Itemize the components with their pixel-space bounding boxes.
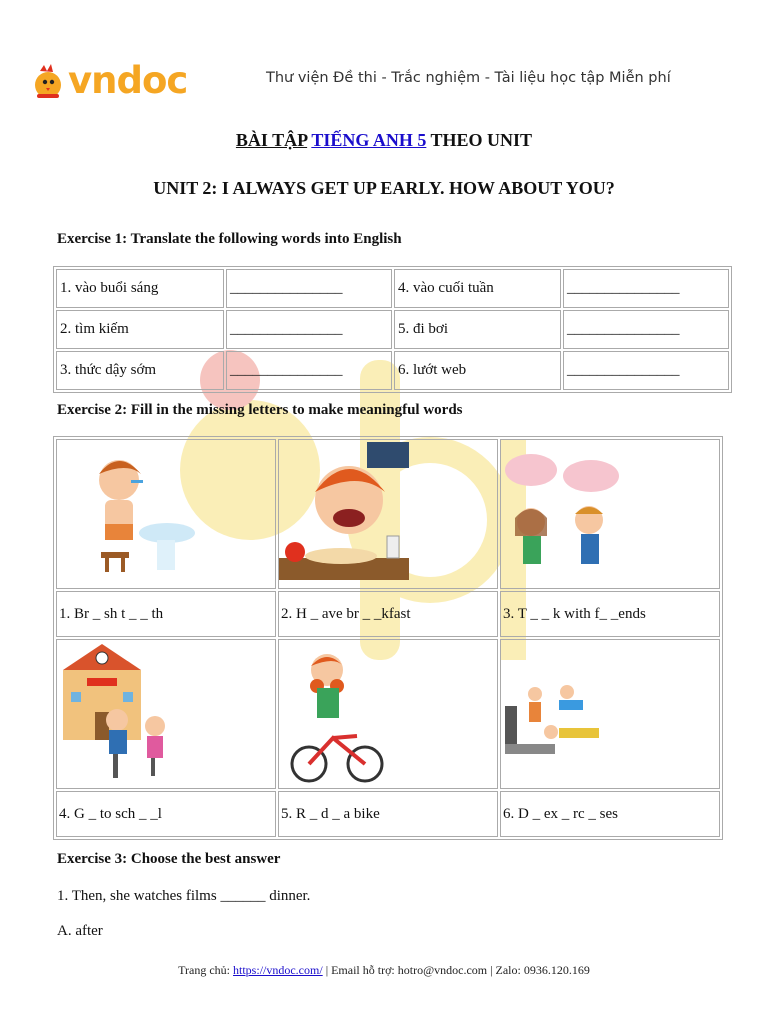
vndoc-logo[interactable]: [28, 58, 187, 104]
table-row: [56, 791, 720, 837]
table-row: [56, 639, 720, 789]
answer-blank[interactable]: _______________: [226, 269, 392, 308]
footer-contact: | Email hỗ trợ: hotro@vndoc.com | Zalo: 0936.120.169: [325, 963, 590, 977]
brand-name: vndoc: [68, 59, 188, 102]
exercise1-title: Exercise 1: Translate the following words into English: [57, 231, 402, 247]
page-title: [0, 130, 768, 151]
answer-blank[interactable]: _______________: [563, 351, 729, 390]
word-prompt: 3. T _ _ k with f_ _ends: [500, 591, 720, 637]
table-cell: 6. lướt web: [394, 351, 561, 390]
exercise2-title: Exercise 2: Fill in the missing letters to make meaningful words: [57, 402, 463, 418]
footer-link[interactable]: https://vndoc.com/: [233, 963, 323, 977]
kids-talking-image: [501, 440, 717, 588]
footer-label: Trang chủ:: [178, 963, 231, 977]
header-tagline: Thư viện Đề thi - Trắc nghiệm - Tài liệu học tập Miễn phí: [266, 70, 671, 86]
title-link[interactable]: TIẾNG ANH 5: [311, 130, 427, 150]
word-prompt: 2. H _ ave br _ _kfast: [278, 591, 498, 637]
kids-going-to-school-image: [57, 640, 273, 788]
picture-cell: [500, 439, 720, 589]
table-cell: 3. thức dậy sớm: [56, 351, 224, 390]
word-prompt: 5. R _ d _ a bike: [278, 791, 498, 837]
table-row: [56, 351, 729, 390]
table-cell: 1. vào buổi sáng: [56, 269, 224, 308]
table-cell: 4. vào cuối tuần: [394, 269, 561, 308]
word-prompt: 6. D _ ex _ rc _ ses: [500, 791, 720, 837]
table-row: [56, 439, 720, 589]
table-cell: 5. đi bơi: [394, 310, 561, 349]
unit-title: UNIT 2: I ALWAYS GET UP EARLY. HOW ABOUT YOU?: [153, 178, 615, 198]
page-header: [0, 0, 768, 110]
chicken-mascot-icon: [28, 61, 68, 101]
answer-blank[interactable]: _______________: [226, 310, 392, 349]
option-a[interactable]: A. after: [57, 923, 103, 939]
boy-eating-breakfast-image: [279, 440, 495, 588]
people-exercising-image: [501, 640, 717, 788]
answer-blank[interactable]: _______________: [563, 269, 729, 308]
translation-table: [53, 266, 732, 393]
picture-cell: [278, 639, 498, 789]
word-prompt: 4. G _ to sch _ _l: [56, 791, 276, 837]
picture-cell: [278, 439, 498, 589]
question-1: 1. Then, she watches films ______ dinner.: [57, 888, 311, 904]
title-suffix: THEO UNIT: [430, 130, 533, 150]
table-row: [56, 591, 720, 637]
answer-blank[interactable]: _______________: [226, 351, 392, 390]
table-row: [56, 269, 729, 308]
exercise3-title: Exercise 3: Choose the best answer: [57, 851, 281, 867]
page-footer: [0, 963, 768, 978]
table-cell: 2. tìm kiếm: [56, 310, 224, 349]
word-prompt: 1. Br _ sh t _ _ th: [56, 591, 276, 637]
title-prefix: BÀI TẬP: [235, 130, 308, 150]
picture-cell: [56, 639, 276, 789]
girl-riding-bike-image: [279, 640, 495, 788]
table-row: [56, 310, 729, 349]
boy-brushing-teeth-image: [57, 440, 273, 588]
picture-cell: [500, 639, 720, 789]
picture-table: [53, 436, 723, 840]
answer-blank[interactable]: _______________: [563, 310, 729, 349]
picture-cell: [56, 439, 276, 589]
